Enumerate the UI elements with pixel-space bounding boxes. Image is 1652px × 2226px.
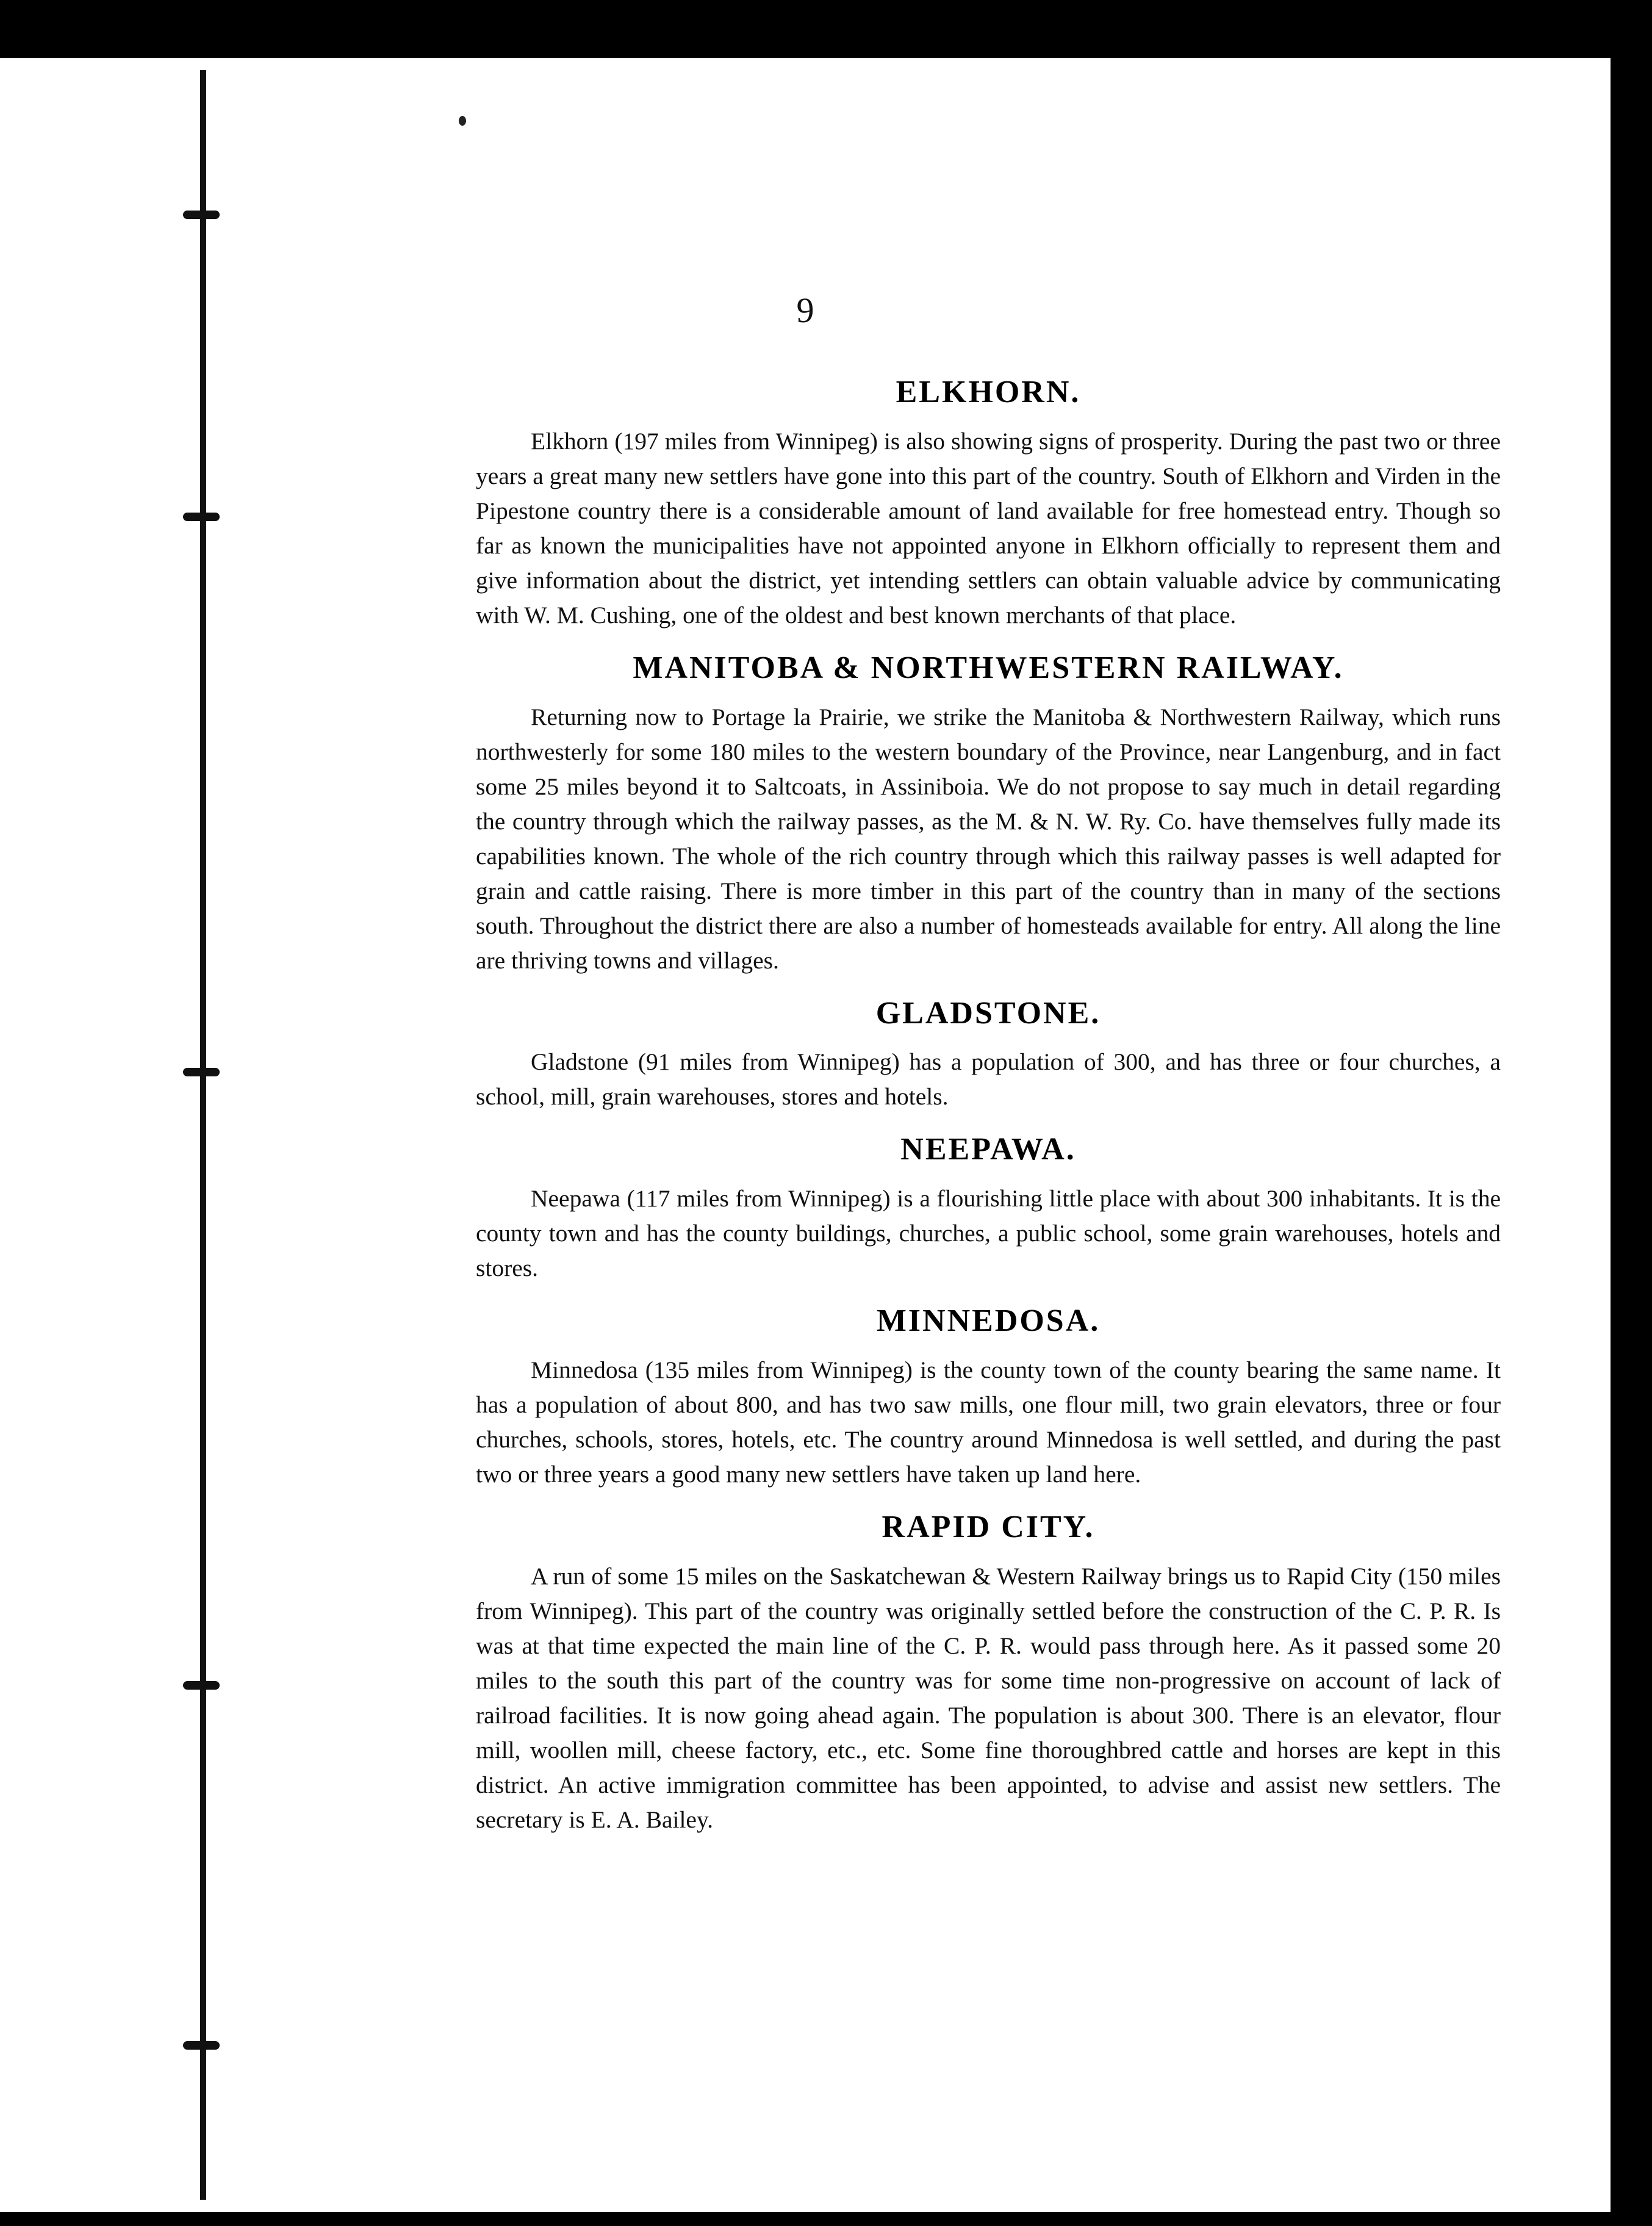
page-number: 9 <box>796 290 814 330</box>
section-heading: GLADSTONE. <box>875 995 1101 1031</box>
gutter-tick-mark <box>183 2041 220 2050</box>
section-heading: MINNEDOSA. <box>876 1303 1101 1339</box>
section-paragraph: Returning now to Portage la Prairie, we strike the Manitoba & Northwestern Railway, which runs northwesterly for some 180 miles to the western boundary of the Province, near Langenburg, and in fact some 25 miles beyond it to Saltcoats, in Assiniboia. We do not propose to say much in detail regarding the country through which the railway passes, as the M. & N. W. Ry. Co. have themselves fully made its capabilities known. The whole of the rich country through which this railway passes is well adapted for grain and cattle raising. There is more timber in this part of the country than in many of the sections south. Throughout the district there are also a number of homesteads available for entry. All along the line are thriving towns and villages. <box>476 703 1501 974</box>
gutter-tick-mark <box>183 1681 220 1690</box>
page-content <box>476 363 1501 1854</box>
section-paragraph: A run of some 15 miles on the Saskatchewan & Western Railway brings us to Rapid City (150 miles from Winnipeg). This part of the country was originally settled before the construction of the C. P. R. Is was at that time expected the main line of the C. P. R. would pass through here. As it passed some 20 miles to the south this part of the country was for some time non-progressive on account of lack of railroad facilities. It is now going ahead again. The population is about 300. There is an elevator, flour mill, woollen mill, cheese factory, etc., etc. Some fine thoroughbred cattle and horses are kept in this district. An active immigration committee has been appointed, to advise and assist new settlers. The secretary is E. A. Bailey. <box>476 1562 1501 1833</box>
section-heading: MANITOBA & NORTHWESTERN RAILWAY. <box>633 650 1344 685</box>
section-rapid-city <box>476 1509 1501 1837</box>
gutter-tick-mark <box>183 513 220 521</box>
gutter-tick-mark <box>183 211 220 219</box>
section-manitoba-northwestern-railway <box>476 650 1501 978</box>
section-neepawa <box>476 1131 1501 1286</box>
section-heading: NEEPAWA. <box>900 1132 1076 1167</box>
section-minnedosa <box>476 1303 1501 1492</box>
section-paragraph: Elkhorn (197 miles from Winnipeg) is also showing signs of prosperity. During the past two or three years a great many new settlers have gone into this part of the country. South of Elkhorn and Virden in the Pipestone country there is a considerable amount of land available for free homestead entry. Though so far as known the municipalities have not appointed anyone in Elkhorn officially to represent them and give information about the district, yet intending settlers can obtain valuable advice by communicating with W. M. Cushing, one of the oldest and best known merchants of that place. <box>476 427 1501 629</box>
scan-speck <box>459 116 466 126</box>
gutter-tick-mark <box>183 1068 220 1076</box>
section-heading: ELKHORN. <box>896 375 1081 409</box>
section-heading: RAPID CITY. <box>882 1509 1095 1544</box>
scanned-page <box>0 58 1611 2212</box>
section-gladstone <box>476 995 1501 1115</box>
section-paragraph: Minnedosa (135 miles from Winnipeg) is the county town of the county bearing the same name. It has a population of about 800, and has two saw mills, one flour mill, two grain elevators, three or four churches, schools, stores, hotels, etc. The country around Minnedosa is well settled, and during the past two or three years a good many new settlers have taken up land here. <box>476 1356 1501 1488</box>
binding-gutter-line <box>200 70 206 2200</box>
section-paragraph: Gladstone (91 miles from Winnipeg) has a population of 300, and has three or four churches, a school, mill, grain warehouses, stores and hotels. <box>476 1048 1501 1111</box>
section-paragraph: Neepawa (117 miles from Winnipeg) is a flourishing little place with about 300 inhabitants. It is the county town and has the county buildings, churches, a public school, some grain warehouses, hotels and stores. <box>476 1185 1501 1282</box>
section-elkhorn <box>476 374 1501 633</box>
